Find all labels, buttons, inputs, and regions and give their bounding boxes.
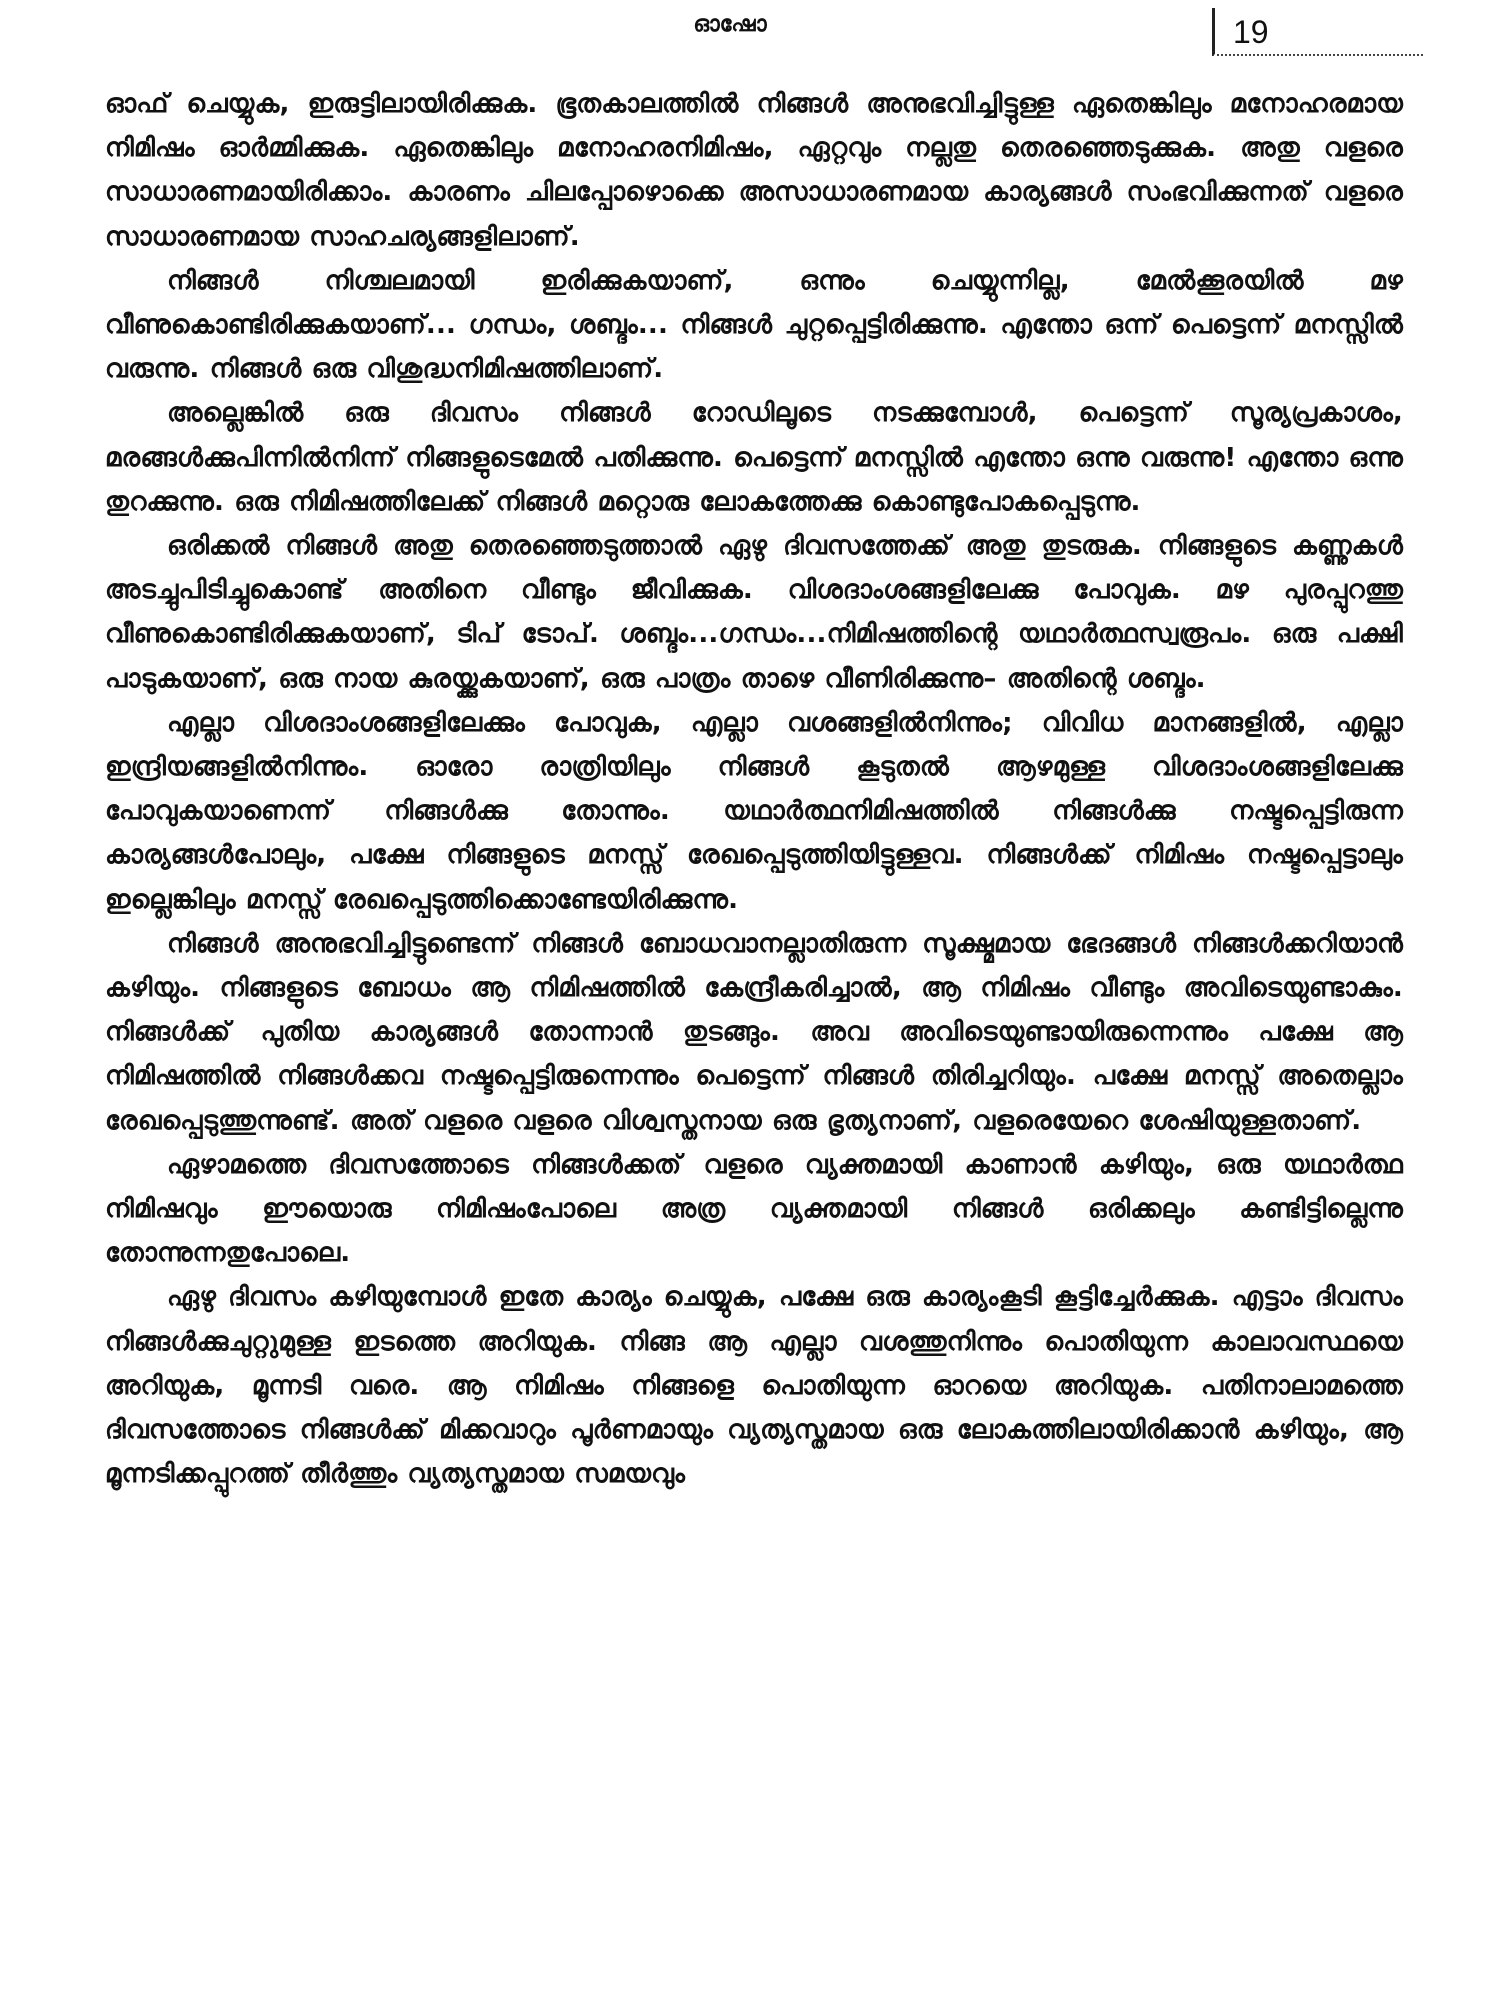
running-header-title: ഓഷോ (693, 12, 767, 37)
body-text (105, 82, 1403, 1497)
paragraph: ഓഫ് ചെയ്യുക, ഇരുട്ടിലായിരിക്കുക. ഭൂതകാലത്തിൽ നിങ്ങൾ അനുഭവിച്ചിട്ടുള്ള ഏതെങ്കിലും മനോഹരമായ നിമിഷം ഓർമ്മിക്കുക. ഏതെങ്കിലും മനോഹരനിമിഷം, ഏറ്റവും നല്ലതു തെരഞ്ഞെടുക്കുക. അതു വളരെ സാധാരണമായിരിക്കാം. കാരണം ചിലപ്പോഴൊക്കെ അസാധാരണമായ കാര്യങ്ങൾ സംഭവിക്കുന്നത് വളരെ സാധാരണമായ സാഹചര്യങ്ങളിലാണ്. (105, 89, 1403, 252)
page-number-box (1212, 8, 1423, 56)
paragraph: നിങ്ങൾ നിശ്ചലമായി ഇരിക്കുകയാണ്, ഒന്നും ചെയ്യുന്നില്ല, മേൽക്കൂരയിൽ മഴ വീണുകൊണ്ടിരിക്കുകയാണ്... ഗന്ധം, ശബ്ദം... നിങ്ങൾ ചുറ്റപ്പെട്ടിരിക്കുന്നു. എന്തോ ഒന്ന് പെട്ടെന്ന് മനസ്സിൽ വരുന്നു. നിങ്ങൾ ഒരു വിശുദ്ധനിമിഷത്തിലാണ്. (105, 265, 1403, 385)
paragraph: ഏഴു ദിവസം കഴിയുമ്പോൾ ഇതേ കാര്യം ചെയ്യുക, പക്ഷേ ഒരു കാര്യംകൂടി കൂട്ടിച്ചേർക്കുക. എട്ടാം ദിവസം നിങ്ങൾക്കുചുറ്റുമുള്ള ഇടത്തെ അറിയുക. നിങ്ങ ആ എല്ലാ വശത്തുനിന്നും പൊതിയുന്ന കാലാവസ്ഥയെ അറിയുക, മൂന്നടി വരെ. ആ നിമിഷം നിങ്ങളെ പൊതിയുന്ന ഓറയെ അറിയുക. പതിനാലാമത്തെ ദിവസത്തോടെ നിങ്ങൾക്ക് മിക്കവാറും പൂർണമായും വ്യത്യസ്തമായ ഒരു ലോകത്തിലായിരിക്കാൻ കഴിയും, ആ മൂന്നടിക്കപ്പുറത്ത് തീർത്തും വ്യത്യസ്തമായ സമയവും (105, 1282, 1403, 1490)
paragraph: എല്ലാ വിശദാംശങ്ങളിലേക്കും പോവുക, എല്ലാ വശങ്ങളിൽനിന്നും; വിവിധ മാനങ്ങളിൽ, എല്ലാ ഇന്ദ്രിയങ്ങളിൽനിന്നും. ഓരോ രാത്രിയിലും നിങ്ങൾ കൂടുതൽ ആഴമുള്ള വിശദാംശങ്ങളിലേക്കു പോവുകയാണെന്ന് നിങ്ങൾക്കു തോന്നും. യഥാർത്ഥനിമിഷത്തിൽ നിങ്ങൾക്കു നഷ്ടപ്പെട്ടിരുന്ന കാര്യങ്ങൾപോലും, പക്ഷേ നിങ്ങളുടെ മനസ്സ് രേഖപ്പെടുത്തിയിട്ടുള്ളവ. നിങ്ങൾക്ക് നിമിഷം നഷ്ടപ്പെട്ടാലും ഇല്ലെങ്കിലും മനസ്സ് രേഖപ്പെടുത്തിക്കൊണ്ടേയിരിക്കുന്നു. (105, 707, 1403, 915)
paragraph: അല്ലെങ്കിൽ ഒരു ദിവസം നിങ്ങൾ റോഡിലൂടെ നടക്കുമ്പോൾ, പെട്ടെന്ന് സൂര്യപ്രകാശം, മരങ്ങൾക്കുപിന്നിൽനിന്ന് നിങ്ങളുടെമേൽ പതിക്കുന്നു. പെട്ടെന്ന് മനസ്സിൽ എന്തോ ഒന്നു വരുന്നു! എന്തോ ഒന്നു തുറക്കുന്നു. ഒരു നിമിഷത്തിലേക്ക് നിങ്ങൾ മറ്റൊരു ലോകത്തേക്കു കൊണ്ടുപോകപ്പെടുന്നു. (105, 398, 1403, 517)
paragraph: ഒരിക്കൽ നിങ്ങൾ അതു തെരഞ്ഞെടുത്താൽ ഏഴു ദിവസത്തേക്ക് അതു തുടരുക. നിങ്ങളുടെ കണ്ണുകൾ അടച്ചുപിടിച്ചുകൊണ്ട് അതിനെ വീണ്ടും ജീവിക്കുക. വിശദാംശങ്ങളിലേക്കു പോവുക. മഴ പുരപ്പുറത്തു വീണുകൊണ്ടിരിക്കുകയാണ്, ടിപ് ടോപ്. ശബ്ദം...ഗന്ധം...നിമിഷത്തിന്റെ യഥാർത്ഥസ്വരൂപം. ഒരു പക്ഷി പാടുകയാണ്, ഒരു നായ കുരയ്ക്കുകയാണ്, ഒരു പാത്രം താഴെ വീണിരിക്കുന്നു– അതിന്റെ ശബ്ദം. (105, 531, 1403, 694)
paragraph: നിങ്ങൾ അനുഭവിച്ചിട്ടുണ്ടെന്ന് നിങ്ങൾ ബോധവാനല്ലാതിരുന്ന സൂക്ഷ്മമായ ഭേദങ്ങൾ നിങ്ങൾക്കറിയാൻ കഴിയും. നിങ്ങളുടെ ബോധം ആ നിമിഷത്തിൽ കേന്ദ്രീകരിച്ചാൽ, ആ നിമിഷം വീണ്ടും അവിടെയുണ്ടാകും. നിങ്ങൾക്ക് പുതിയ കാര്യങ്ങൾ തോന്നാൻ തുടങ്ങും. അവ അവിടെയുണ്ടായിരുന്നെന്നും പക്ഷേ ആ നിമിഷത്തിൽ നിങ്ങൾക്കവ നഷ്ടപ്പെട്ടിരുന്നെന്നും പെട്ടെന്ന് നിങ്ങൾ തിരിച്ചറിയും. പക്ഷേ മനസ്സ് അതെല്ലാം രേഖപ്പെടുത്തുന്നുണ്ട്. അത് വളരെ വളരെ വിശ്വസ്തനായ ഒരു ഭൃത്യനാണ്, വളരെയേറെ ശേഷിയുള്ളതാണ്. (105, 928, 1403, 1136)
page-number: 19 (1233, 14, 1269, 50)
paragraph: ഏഴാമത്തെ ദിവസത്തോടെ നിങ്ങൾക്കത് വളരെ വ്യക്തമായി കാണാൻ കഴിയും, ഒരു യഥാർത്ഥ നിമിഷവും ഈയൊരു നിമിഷംപോലെ അത്ര വ്യക്തമായി നിങ്ങൾ ഒരിക്കലും കണ്ടിട്ടില്ലെന്നു തോന്നുന്നതുപോലെ. (105, 1149, 1403, 1269)
